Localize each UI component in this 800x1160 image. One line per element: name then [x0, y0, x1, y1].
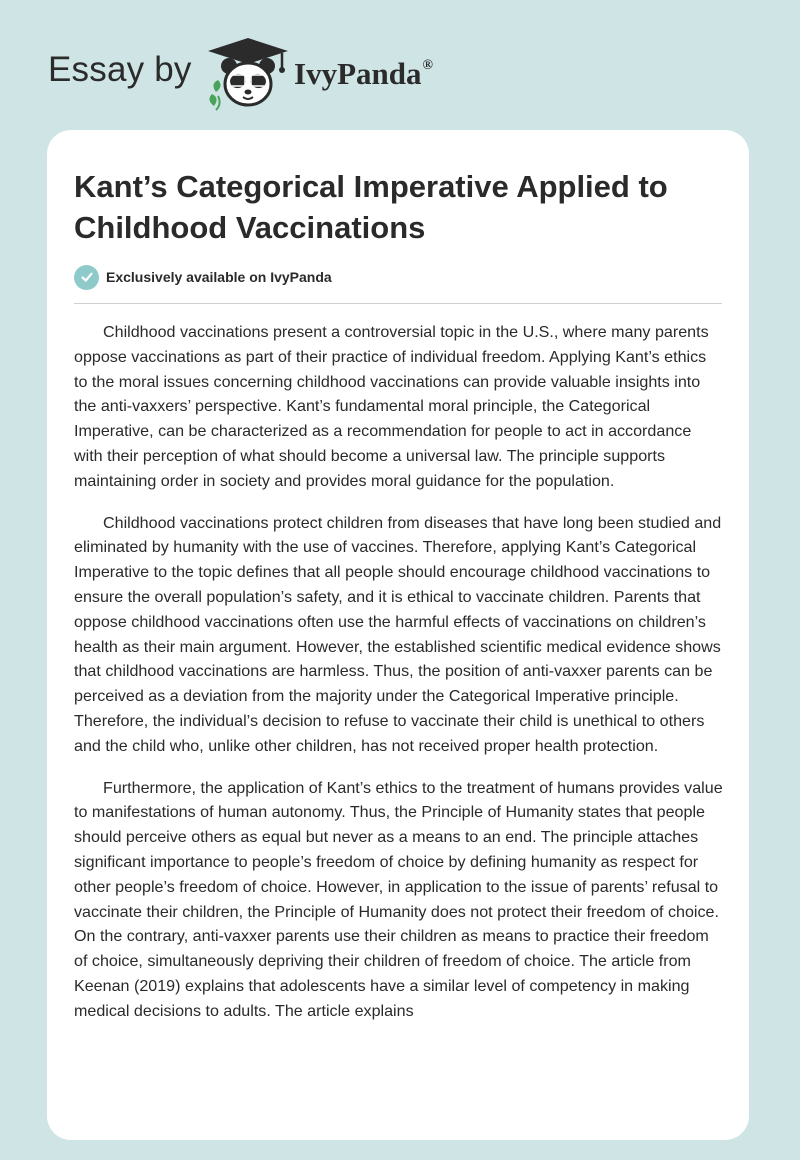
brand-name: [294, 56, 433, 92]
brand-text: IvyPanda: [294, 56, 422, 91]
trademark-mark: ®: [422, 58, 433, 73]
exclusive-badge-label: Exclusively available on IvyPanda: [106, 269, 332, 285]
essay-by-label: Essay by: [48, 50, 192, 89]
check-icon: [74, 265, 99, 290]
exclusive-badge: [74, 264, 332, 290]
paragraph: Furthermore, the application of Kant’s ethics to the treatment of humans provides value to manifestations of human autonomy. Thus, the Principle of Humanity states that people should perceive others as equal but never as a means to an end. The principle attaches significant importance to people’s freedom of choice by defining humanity as respect for other people’s freedom of choice. However, in application to the issue of parents’ refusal to vaccinate their children, the Principle of Humanity does not protect their freedom of choice. On the contrary, anti-vaxxer parents use their children as means to practice their freedom of choice, simultaneously depriving their children of freedom of choice. The article from Keenan (2019) explains that adolescents have a similar level of competency in making medical decisions to adults. The article explains: [74, 778, 723, 1020]
paragraph: Childhood vaccinations present a controversial topic in the U.S., where many parents oppose vaccinations as part of their practice of individual freedom. Applying Kant’s ethics to the moral issues concerning childhood vaccinations can provide valuable insights into the anti-vaxxers’ perspective. Kant’s fundamental moral principle, the Categorical Imperative, can be characterized as a recommendation for people to act in accordance with their perception of what should become a universal law. The principle supports maintaining order in society and provides moral guidance for the population.: [74, 323, 709, 490]
divider: [74, 303, 722, 304]
paragraph: Childhood vaccinations protect children from diseases that have long been studied and eliminated by humanity with the use of vaccines. Therefore, applying Kant’s Categorical Imperative to the topic defines that all people should encourage childhood vaccinations to ensure the overall population’s safety, and it is ethical to vaccinate children. Parents that oppose childhood vaccinations often use the harmful effects of vaccinations on children’s health as their main argument. However, the established scientific medical evidence shows that childhood vaccinations are harmless. Thus, the position of anti-vaxxer parents can be perceived as a deviation from the majority under the Categorical Imperative principle. Therefore, the individual’s decision to refuse to vaccinate their child is unethical to others and the child who, unlike other children, has not received proper health protection.: [74, 513, 722, 755]
article-card: [47, 130, 749, 1140]
article-title: Kant’s Categorical Imperative Applied to Childhood Vaccinations: [74, 169, 668, 245]
article-body: [74, 320, 724, 1041]
panda-logo-icon: [202, 36, 294, 112]
site-header: [48, 36, 508, 116]
